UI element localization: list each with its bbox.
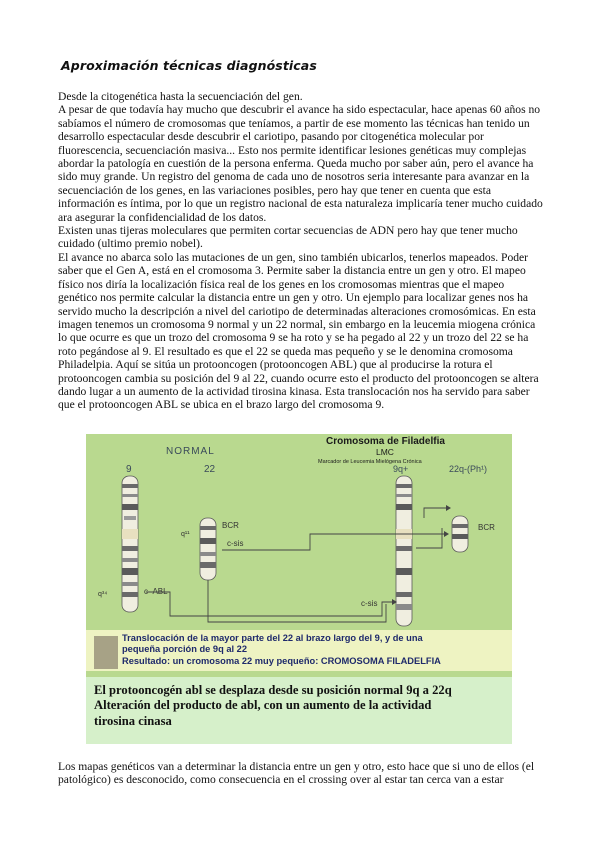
caption-marker — [94, 636, 118, 669]
q11-label: q¹¹ — [181, 531, 190, 538]
caption-line: Translocación de la mayor parte del 22 al brazo largo del 9, y de una — [122, 633, 423, 643]
caption-translocation — [86, 630, 512, 671]
philadelphia-chromosome-figure — [86, 434, 512, 744]
caption-line: tirosina cinasa — [94, 713, 172, 728]
tail-paragraph: Los mapas genéticos van a determinar la distancia entre un gen y otro, esto hace que si uno de ellos (el patológico) es desconocido, como consecuencia en el crossing over al estar tan cerca van a estar — [58, 760, 535, 787]
chromosome-diagram — [86, 434, 512, 630]
section-heading: Aproximación técnicas diagnósticas — [61, 58, 317, 73]
chrom22q-label: 22q-(Ph¹) — [449, 464, 488, 474]
bcr-label: BCR — [222, 521, 239, 530]
caption-line: Resultado: un cromosoma 22 muy pequeño: CROMOSOMA FILADELFIA — [122, 655, 441, 666]
bcr-label-2: BCR — [478, 523, 495, 532]
chromosome-9q-plus — [396, 476, 412, 626]
chrom22-label: 22 — [204, 464, 216, 475]
csis-label-2: c-sis — [361, 599, 378, 608]
lmc-label: LMC — [376, 447, 394, 457]
chromosome-9-normal — [122, 476, 138, 612]
chrom9-label: 9 — [126, 464, 132, 475]
paragraph: Existen unas tijeras moleculares que permiten cortar secuencias de ADN pero hay que tener mucho cuidado (ultimo premio nobel). — [58, 224, 518, 251]
chrom9q-label: 9q+ — [393, 464, 409, 474]
q34-label: q³⁴ — [98, 591, 108, 598]
figure-subtitle: Marcador de Leucemia Mielógena Crónica — [318, 459, 422, 465]
caption-line: El protooncogén abl se desplaza desde su posición normal 9q a 22q — [94, 683, 452, 697]
paragraph: Desde la citogenética hasta la secuenciación del gen. — [58, 90, 303, 103]
figure-title: Cromosoma de Filadelfia — [326, 436, 445, 447]
csis-label: c-sis — [227, 539, 244, 548]
caption-line: pequeña porción de 9q al 22 — [122, 644, 248, 655]
chromosome-22q-minus — [452, 516, 468, 552]
paragraph: A pesar de que todavía hay mucho que descubrir el avance ha sido espectacular, hace apenas 60 años no sabíamos el número de cromosomas que teníamos, a partir de ese momento las técnicas han tenido un desarrollo espectacular desde descubrir el cariotipo, pasando por citogenética molecular por fluorescencia, secuenciación masiva... Esto nos permite identificar lesiones genéticas muy complejas abordar la patología en cuestión de la persona enferma. Queda mucho por saber aún, pero el avance ha sido muy grande. Un registro del genoma de cada uno de nosotros seria interesante para avanzar en la secuenciación de los genes, en las variaciones posibles, pero hay que tener en cuenta que esta información es íntima, por lo que un registro nacional de esta naturaleza implicaría tener mucho cuidado ara asegurar la confidencialidad de los datos. — [58, 103, 543, 224]
cabl-label: c- ABL — [144, 587, 168, 596]
caption-line: Alteración del producto de abl, con un aumento de la actividad — [94, 698, 432, 713]
paragraph: El avance no abarca solo las mutaciones de un gen, sino también ubicarlos, tenerlos mapeados. Poder saber que el Gen A, está en el cromosoma 3. Permite saber la distancia entre un gen y otro. El mapeo físico nos diría la localización física real de los genes en los cromosomas mientras que el mapeo genético nos permite calcular la distancia entre un gen y otro. Un ejemplo para localizar genes nos ha servido mucho la descripción a nivel del cariotipo de determinadas alteraciones cromosómicas. En esta imagen tenemos un cromosoma 9 normal y un 22 normal, sin embargo en la leucemia miogena crónica lo que ocurre es que un trozo del cromosoma 9 se ha roto y se ha pegado al 22 y un trozo del 22 se ha roto pegándose al 9. El resultado es que el 22 se queda mas pequeño y se le denomina cromosoma Philadelpia. Aquí se sitúa un protooncogen (protooncogen ABL) que al producirse la rotura el protooncogen cambia su posición del 9 al 22, cuando ocurre esto el producto del protooncogen se altera dando lugar a un aumento de la actividad tirosina kinasa. Esta translocación nos ha servido para saber que el protooncogen ABL se ubica en el brazo largo del cromosoma 9. — [58, 250, 539, 412]
normal-label: NORMAL — [166, 446, 215, 457]
caption-protooncogen — [86, 677, 512, 744]
body-text — [58, 90, 544, 412]
chromosome-22-normal — [200, 518, 216, 580]
